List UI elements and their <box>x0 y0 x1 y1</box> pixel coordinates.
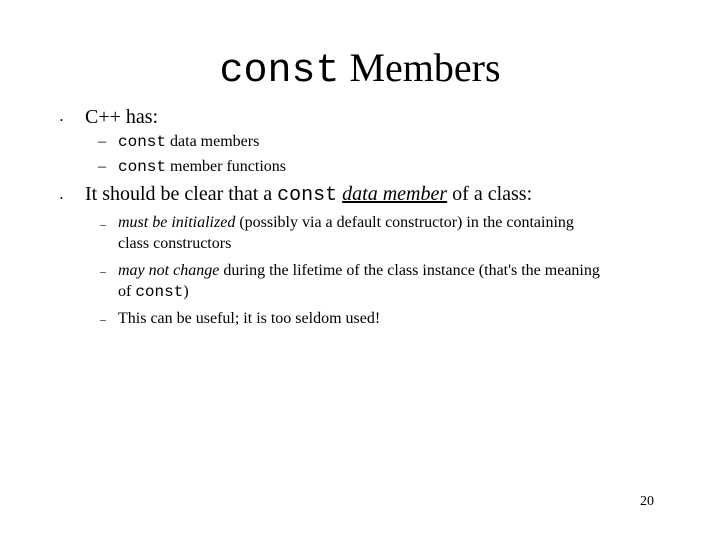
bullet-text: C++ has: <box>85 106 159 128</box>
continuation-prefix: of <box>118 283 136 300</box>
sub-bullet-marker: – <box>100 217 106 231</box>
code-const: const <box>118 158 167 176</box>
bullet-suffix: of a class: <box>447 183 533 205</box>
italic-phrase: may not change <box>118 262 220 279</box>
bullet-marker: • <box>60 194 63 203</box>
sub-bullet-rest: (possibly via a default constructor) in the containing <box>235 214 574 231</box>
code-const: const <box>135 283 184 301</box>
underlined-term: data member <box>342 183 448 205</box>
sub-bullet-text <box>118 133 259 151</box>
sub-bullet-continuation: class constructors <box>118 235 232 252</box>
sub-bullet-marker: – <box>100 264 106 278</box>
sub-bullet-line <box>118 262 600 280</box>
sub-bullet-marker: – <box>98 133 106 150</box>
italic-phrase: must be initialized <box>118 214 236 231</box>
bullet-prefix: It should be clear that a <box>85 183 278 205</box>
sub-bullet-rest: during the lifetime of the class instance (that's the meaning <box>219 262 600 279</box>
sub-bullet-text <box>118 158 286 176</box>
sub-bullet-marker: – <box>100 312 106 326</box>
sub-bullet-continuation <box>118 283 189 301</box>
bullet-text <box>85 183 532 207</box>
slide-title <box>0 44 720 94</box>
continuation-suffix: ) <box>183 283 189 300</box>
page-number: 20 <box>640 494 654 509</box>
sub-bullet-marker: – <box>98 158 106 175</box>
sub-bullet-rest: member functions <box>166 158 286 175</box>
bullet-marker: • <box>60 116 63 125</box>
sub-bullet-rest: data members <box>166 133 260 150</box>
sub-bullet-line <box>118 214 574 232</box>
code-const: const <box>118 133 167 151</box>
sub-bullet-text: This can be useful; it is too seldom used! <box>118 310 381 327</box>
title-code: const <box>219 49 340 94</box>
title-rest: Members <box>339 45 501 90</box>
code-const: const <box>277 184 338 207</box>
